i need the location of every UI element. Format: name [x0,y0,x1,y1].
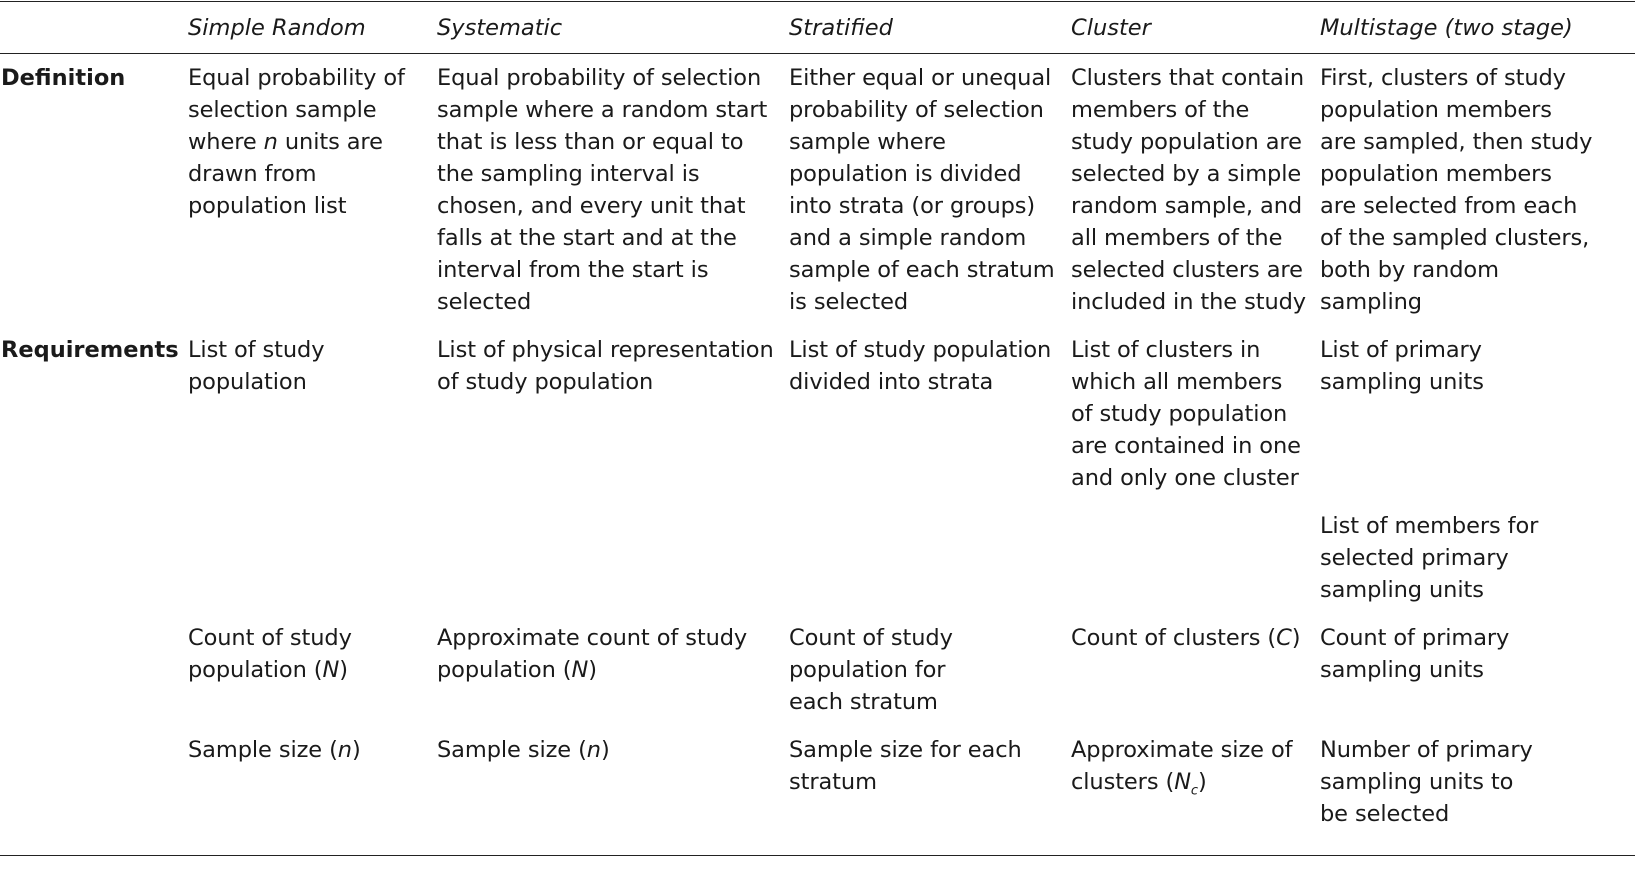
text-line [1071,622,1300,654]
text-line [188,126,405,158]
text-line: chosen, and every unit that [437,193,746,219]
row-label-requirements: Requirements [1,337,179,363]
text-line [437,654,747,686]
requirements-size-multistage [1320,734,1533,830]
variable-N: N [1174,769,1191,795]
variable-N: N [322,657,340,683]
requirements-size-cluster [1071,734,1292,798]
requirements-list-simple-random [188,334,324,398]
text-line: divided into strata [789,369,994,395]
text-line: is selected [789,289,909,315]
text-line: Number of primary [1320,737,1533,763]
text-line: the sampling interval is [437,161,700,187]
text-line: drawn from [188,161,317,187]
column-header-systematic: Systematic [437,15,563,41]
variable-n: n [337,737,352,763]
definition-simple-random [188,62,405,222]
text-line: List of study [188,337,325,363]
text-line: First, clusters of study [1320,65,1566,91]
requirements-list-multistage [1320,334,1484,398]
text-line: selection sample [188,97,377,123]
text-fragment: ) [588,657,597,683]
text-line: population is divided [789,161,1022,187]
text-line: stratum [789,769,877,795]
requirements-list-cluster [1071,334,1301,494]
variable-n: n [586,737,601,763]
requirements-size-systematic [437,734,610,766]
text-fragment: ) [600,737,610,763]
text-fragment: clusters ( [1071,769,1175,795]
text-line: population [188,369,307,395]
definition-multistage [1320,62,1592,318]
text-fragment: Sample size ( [437,737,587,763]
column-header-simple-random: Simple Random [188,15,366,41]
requirements-size-simple-random [188,734,361,766]
header-bottom-rule [0,53,1635,54]
text-line: are selected from each [1320,193,1578,219]
text-line: into strata (or groups) [789,193,1036,219]
text-fragment: population ( [188,657,323,683]
definition-stratified [789,62,1055,318]
text-line [188,654,352,686]
subscript-c: c [1190,783,1198,799]
text-line: population members [1320,97,1552,123]
definition-systematic [437,62,767,318]
text-fragment: ) [1197,769,1207,795]
text-line: List of study population [789,337,1052,363]
text-line [188,734,361,766]
text-line: Approximate count of study [437,625,748,651]
text-line: Count of primary [1320,625,1510,651]
variable-n: n [263,129,278,155]
text-line: Clusters that contain [1071,65,1304,91]
requirements-count-multistage [1320,622,1509,686]
text-line: included in the study [1071,289,1306,315]
text-line: List of physical representation [437,337,774,363]
text-line: of study population [437,369,654,395]
text-line: selected primary [1320,545,1509,571]
table-bottom-rule [0,855,1635,856]
table-top-rule [0,1,1635,2]
text-line: be selected [1320,801,1450,827]
text-line: population list [188,193,347,219]
text-fragment: Sample size ( [188,737,338,763]
text-line: Count of study [188,625,352,651]
variable-N: N [571,657,589,683]
requirements-list-systematic [437,334,774,398]
text-line: and a simple random [789,225,1027,251]
text-line: that is less than or equal to [437,129,744,155]
text-fragment: ) [351,737,361,763]
text-line: population for [789,657,946,683]
requirements-list-multistage-second [1320,510,1538,606]
text-fragment: where [188,129,264,155]
text-line: List of members for [1320,513,1539,539]
row-label-definition: Definition [1,65,126,91]
column-header-stratified: Stratified [789,15,893,41]
text-line: sample of each stratum [789,257,1055,283]
text-line: which all members [1071,369,1283,395]
text-line: sampling units [1320,369,1484,395]
text-line: Equal probability of [188,65,405,91]
text-line: sampling units to [1320,769,1514,795]
text-line: members of the [1071,97,1250,123]
text-fragment: population ( [437,657,572,683]
definition-cluster [1071,62,1306,318]
text-line: random sample, and [1071,193,1303,219]
text-line: both by random [1320,257,1499,283]
text-line [437,734,610,766]
requirements-size-stratified [789,734,1022,798]
text-line: each stratum [789,689,938,715]
text-line: Sample size for each [789,737,1022,763]
text-line: are contained in one [1071,433,1301,459]
text-line: sampling units [1320,657,1484,683]
text-fragment: ) [339,657,348,683]
variable-C: C [1276,625,1292,651]
text-line: selected by a simple [1071,161,1302,187]
text-fragment: units are [277,129,383,155]
text-line: Approximate size of [1071,737,1293,763]
text-line: of study population [1071,401,1288,427]
text-fragment: ) [1291,625,1301,651]
requirements-count-stratified [789,622,953,718]
text-line: Equal probability of selection [437,65,762,91]
text-line: population members [1320,161,1552,187]
requirements-count-cluster [1071,622,1300,654]
text-line: Either equal or unequal [789,65,1052,91]
text-line: falls at the start and at the [437,225,737,251]
text-line: are sampled, then study [1320,129,1593,155]
text-line: List of primary [1320,337,1482,363]
column-header-cluster: Cluster [1071,15,1151,41]
text-fragment: Count of clusters ( [1071,625,1277,651]
requirements-count-systematic [437,622,747,686]
text-line: sampling units [1320,577,1484,603]
text-line: study population are [1071,129,1302,155]
text-line: probability of selection [789,97,1044,123]
text-line [1071,766,1292,798]
text-line: and only one cluster [1071,465,1299,491]
text-line: Count of study [789,625,953,651]
text-line: selected clusters are [1071,257,1303,283]
text-line: sample where [789,129,946,155]
requirements-count-simple-random [188,622,352,686]
text-line: selected [437,289,532,315]
text-line: interval from the start is [437,257,709,283]
requirements-list-stratified [789,334,1051,398]
text-line: sample where a random start [437,97,768,123]
column-header-multistage: Multistage (two stage) [1320,15,1573,41]
text-line: List of clusters in [1071,337,1261,363]
text-line: all members of the [1071,225,1283,251]
text-line: of the sampled clusters, [1320,225,1590,251]
text-line: sampling [1320,289,1422,315]
